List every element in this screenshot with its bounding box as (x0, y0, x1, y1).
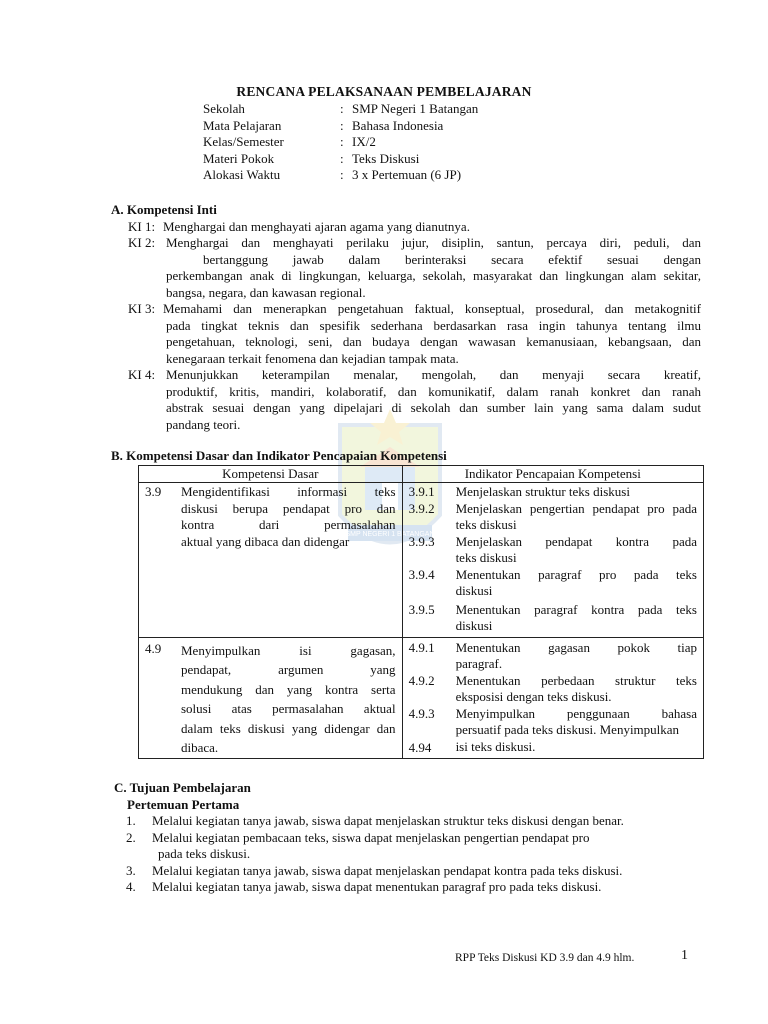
identity-block (203, 101, 478, 184)
indicator-line: Menentukan paragraf pro pada teks (455, 566, 697, 582)
indicator-cell (402, 483, 703, 638)
indicator-line: Menentukan gagasan pokok tiap (455, 639, 697, 655)
identity-key: Kelas/Semester (203, 134, 284, 149)
indicator-line: eksposisi dengan teks diskusi. (455, 689, 612, 704)
list-line: Melalui kegiatan tanya jawab, siswa dapat menjelaskan pendapat kontra pada teks diskusi. (152, 862, 623, 878)
indicator-item (403, 534, 703, 567)
kd-line: diskusi berupa pendapat pro dan (181, 500, 396, 516)
ki-line: kenegaraan terkait fenomena dan kejadian tampak mata. (166, 350, 459, 366)
kd-number: 3.9 (145, 484, 162, 499)
ki-line: Memahami dan menerapkan pengetahuan faktual, konseptual, prosedural, dan metakognitif (163, 301, 701, 316)
list-line: pada teks diskusi. (158, 846, 251, 861)
section-tujuan (114, 780, 704, 896)
list-item (126, 813, 704, 830)
identity-row (203, 101, 478, 118)
kd-number: 4.9 (145, 640, 162, 656)
identity-row (203, 118, 478, 135)
list-line: Melalui kegiatan pembacaan teks, siswa dapat menjelaskan pengertian pendapat pro (152, 829, 590, 845)
kompetensi-table (138, 465, 704, 759)
ki-line: pengetahuan, teknologi, seni, dan budaya dengan wawasan kemanusiaan, kebangsaan, dan (166, 334, 701, 349)
indicator-item (403, 501, 703, 534)
section-c-heading: C. Tujuan Pembelajaran (114, 780, 251, 795)
indicator-line: Menjelaskan pendapat kontra pada (455, 533, 697, 549)
ki-line: abstrak sesuai dengan yang dipelajari di sekolah dan sumber lain yang sama dalam sudut (166, 400, 701, 415)
identity-row (203, 167, 478, 184)
identity-value: SMP Negeri 1 Batangan (352, 101, 479, 116)
indicator-cell (402, 637, 703, 759)
identity-key: Materi Pokok (203, 150, 275, 166)
indicator-line: Menentukan perbedaan struktur teks (455, 672, 697, 688)
identity-key: Alokasi Waktu (203, 167, 281, 182)
indicator-number: 3.9.1 (408, 484, 435, 499)
indicator-item (403, 484, 703, 501)
ki-item (111, 367, 701, 433)
colon: : (340, 117, 344, 133)
indicator-line: Menyimpulkan penggunaan bahasa (455, 705, 697, 721)
indicator-line: Menjelaskan struktur teks diskusi (455, 484, 630, 499)
indicator-item (403, 640, 703, 673)
indicator-number: 3.9.3 (408, 533, 435, 549)
identity-value: Teks Diskusi (352, 150, 420, 166)
document-title: RENCANA PELAKSANAAN PEMBELAJARAN (236, 84, 532, 99)
indicator-line: teks diskusi (455, 517, 517, 532)
ki-label: KI 2: (128, 235, 156, 250)
list-number: 2. (126, 829, 136, 845)
kd-line: pendapat, argumen yang (181, 662, 396, 677)
ki-line: bertanggung jawab dalam berinteraksi secara efektif sesuai dengan (203, 251, 701, 267)
section-c-subheading: Pertemuan Pertama (127, 796, 240, 812)
colon: : (340, 101, 344, 116)
colon: : (340, 167, 344, 182)
identity-key: Sekolah (203, 101, 245, 116)
ki-line: Menghargai dan menghayati perilaku jujur, disiplin, santun, percaya diri, peduli, dan (166, 235, 701, 250)
list-number: 4. (126, 879, 136, 894)
indicator-number: 3.9.4 (408, 566, 435, 582)
table-header-ipk: Indikator Pencapaian Kompetensi (402, 466, 703, 483)
ki-label: KI 1: (128, 218, 156, 234)
tujuan-list (114, 813, 704, 896)
indicator-line: persuatif pada teks diskusi. Menyimpulkan (455, 722, 680, 737)
kd-line: dalam teks diskusi yang didengar dan (181, 720, 396, 736)
indicator-number: 4.9.1 (408, 639, 435, 655)
indicator-number: 4.9.2 (408, 672, 435, 688)
kd-line: Mengidentifikasi informasi teks (181, 484, 396, 499)
list-line: Melalui kegiatan tanya jawab, siswa dapat menjelaskan struktur teks diskusi dengan benar. (152, 813, 624, 828)
list-number: 3. (126, 862, 136, 878)
kd-cell (139, 483, 403, 638)
indicator-line: paragraf. (455, 656, 503, 671)
indicator-item (403, 739, 703, 757)
indicator-line: teks diskusi (455, 550, 517, 565)
list-item (126, 830, 704, 863)
indicator-number: 3.9.5 (408, 601, 435, 617)
indicator-number: 4.94 (408, 739, 432, 755)
ki-line: bangsa, negara, dan kawasan regional. (166, 284, 366, 300)
table-header-kd: Kompetensi Dasar (139, 466, 403, 483)
identity-key: Mata Pelajaran (203, 117, 282, 133)
ki-label: KI 3: (128, 301, 156, 316)
indicator-line: diskusi (455, 583, 493, 598)
identity-value: Bahasa Indonesia (352, 117, 444, 133)
kd-line: Menyimpulkan isi gagasan, (181, 642, 396, 658)
ki-line: pada tingkat teknis dan spesifik sederhana berdasarkan rasa ingin tahunya tentang ilmu (166, 317, 701, 333)
kd-line: aktual yang dibaca dan didengar (181, 533, 350, 549)
list-item (126, 879, 704, 896)
section-b-heading: B. Kompetensi Dasar dan Indikator Pencapaian Kompetensi (111, 448, 447, 463)
kd-line: dibaca. (181, 740, 219, 755)
ki-item (111, 219, 701, 236)
indicator-item (403, 602, 703, 635)
identity-value: 3 x Pertemuan (6 JP) (352, 167, 462, 182)
identity-row (203, 151, 478, 168)
colon: : (340, 134, 344, 149)
indicator-line: diskusi (455, 618, 493, 633)
list-item (126, 863, 704, 880)
indicator-item (403, 673, 703, 706)
page-number: 1 (681, 948, 688, 963)
indicator-number: 4.9.3 (408, 705, 435, 721)
section-a-heading: A. Kompetensi Inti (111, 202, 217, 217)
section-kompetensi-inti (111, 202, 701, 433)
watermark-text: SMP NEGERI 1 BATANGAN (345, 531, 435, 538)
ki-line: perkembangan anak di lingkungan, keluarga, sekolah, masyarakat dan lingkungan alam sekitar, (166, 268, 701, 283)
ki-item (111, 235, 701, 301)
identity-value: IX/2 (352, 134, 376, 149)
kd-line: solusi atas permasalahan aktual (181, 701, 396, 716)
indicator-line: Menjelaskan pengertian pendapat pro pada (455, 500, 697, 516)
list-line: Melalui kegiatan tanya jawab, siswa dapat menentukan paragraf pro pada teks diskusi. (152, 879, 602, 894)
kd-line: mendukung dan yang kontra serta (181, 681, 396, 697)
table-row (139, 637, 704, 759)
ki-line: produktif, kritis, mandiri, kolaboratif, dan komunikatif, dalam ranah konkret dan ranah (166, 383, 701, 399)
ki-line: pandang teori. (166, 416, 241, 432)
list-number: 1. (126, 813, 136, 828)
table-row (139, 483, 704, 638)
indicator-item (403, 706, 703, 739)
ki-item (111, 301, 701, 367)
colon: : (340, 150, 344, 166)
indicator-line: Menentukan paragraf kontra pada teks (455, 601, 697, 617)
kd-line: kontra dari permasalahan (181, 517, 396, 532)
kd-cell (139, 637, 403, 759)
indicator-number: 3.9.2 (408, 500, 435, 516)
page-footer: RPP Teks Diskusi KD 3.9 dan 4.9 hlm. (455, 952, 635, 964)
indicator-line: isi teks diskusi. (455, 738, 536, 754)
ki-line: Menunjukkan keterampilan menalar, mengolah, dan menyaji secara kreatif, (166, 367, 701, 382)
ki-label: KI 4: (128, 367, 156, 382)
ki-line: Menghargai dan menghayati ajaran agama yang dianutnya. (163, 218, 470, 234)
indicator-item (403, 567, 703, 600)
identity-row (203, 134, 478, 151)
